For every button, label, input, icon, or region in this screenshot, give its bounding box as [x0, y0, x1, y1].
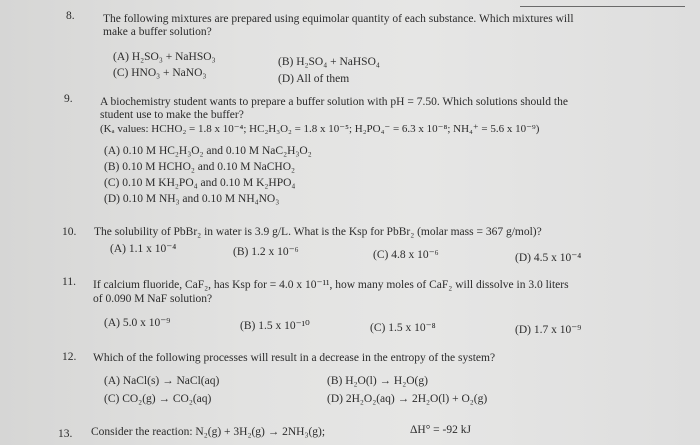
- q9-text-line2: student use to make the buffer?: [100, 109, 244, 121]
- q9-option-c: (C) 0.10 M KH₂PO₄ and 0.10 M K₂HPO₄: [104, 177, 296, 189]
- q9-ka-values: (Kₐ values: HCHO₂ = 1.8 x 10⁻⁴; HC₂H₃O₂ = 1.8 x 10⁻⁵; H₂PO₄⁻ = 6.3 x 10⁻⁸; NH₄⁺ = 5.6 x 10⁻⁹): [100, 123, 540, 135]
- q10-number: 10.: [62, 226, 77, 238]
- q8-option-a: (A) H₂SO₃ + NaHSO₃: [113, 51, 216, 63]
- q9-text-line1: A biochemistry student wants to prepare a buffer solution with pH = 7.50. Which solutions should the: [100, 96, 568, 108]
- q11-option-d: (D) 1.7 x 10⁻⁹: [515, 324, 582, 336]
- q13-enthalpy: ΔH° = -92 kJ: [410, 424, 471, 436]
- q11-number: 11.: [62, 276, 76, 288]
- q12-option-c: (C) CO₂(g) → CO₂(aq): [104, 393, 212, 405]
- q10-text-line1: The solubility of PbBr₂ in water is 3.9 g/L. What is the Ksp for PbBr₂ (molar mass = 367 g/mol)?: [94, 226, 542, 238]
- q10-option-a: (A) 1.1 x 10⁻⁴: [110, 243, 177, 255]
- q13-number: 13.: [58, 428, 73, 440]
- q13-text-line1: Consider the reaction: N₂(g) + 3H₂(g) → 2NH₃(g);: [91, 426, 326, 438]
- q12-option-a: (A) NaCl(s) → NaCl(aq): [104, 375, 220, 387]
- q11-option-c: (C) 1.5 x 10⁻⁸: [370, 322, 436, 334]
- q8-text-line2: make a buffer solution?: [103, 26, 212, 38]
- q12-number: 12.: [62, 351, 77, 363]
- q8-option-c: (C) HNO₃ + NaNO₃: [113, 67, 207, 79]
- q8-option-b: (B) H₂SO₄ + NaHSO₄: [278, 56, 380, 68]
- q10-option-d: (D) 4.5 x 10⁻⁴: [515, 252, 582, 264]
- q11-option-b: (B) 1.5 x 10⁻¹⁰: [240, 320, 310, 332]
- top-rule: [520, 6, 685, 7]
- q10-option-c: (C) 4.8 x 10⁻⁶: [373, 249, 439, 261]
- q9-option-d: (D) 0.10 M NH₃ and 0.10 M NH₄NO₃: [104, 193, 280, 205]
- q8-number: 8.: [66, 10, 75, 22]
- q9-option-a: (A) 0.10 M HC₂H₃O₂ and 0.10 M NaC₂H₃O₂: [104, 145, 312, 157]
- q9-option-b: (B) 0.10 M HCHO₂ and 0.10 M NaCHO₂: [104, 161, 296, 173]
- q12-option-d: (D) 2H₂O₂(aq) → 2H₂O(l) + O₂(g): [327, 393, 488, 405]
- q8-option-d: (D) All of them: [278, 73, 350, 85]
- q11-text-line1: If calcium fluoride, CaF₂, has Ksp for = 4.0 x 10⁻¹¹, how many moles of CaF₂ will dissolve in 3.0 liters: [93, 279, 569, 291]
- q12-text-line1: Which of the following processes will result in a decrease in the entropy of the system?: [93, 352, 496, 364]
- q12-option-b: (B) H₂O(l) → H₂O(g): [327, 375, 428, 387]
- q11-option-a: (A) 5.0 x 10⁻⁹: [104, 317, 171, 329]
- q11-text-line2: of 0.090 M NaF solution?: [93, 293, 213, 305]
- q8-text-line1: The following mixtures are prepared using equimolar quantity of each substance. Which mixtures will: [103, 13, 574, 25]
- q10-option-b: (B) 1.2 x 10⁻⁶: [233, 246, 299, 258]
- q9-number: 9.: [64, 93, 73, 105]
